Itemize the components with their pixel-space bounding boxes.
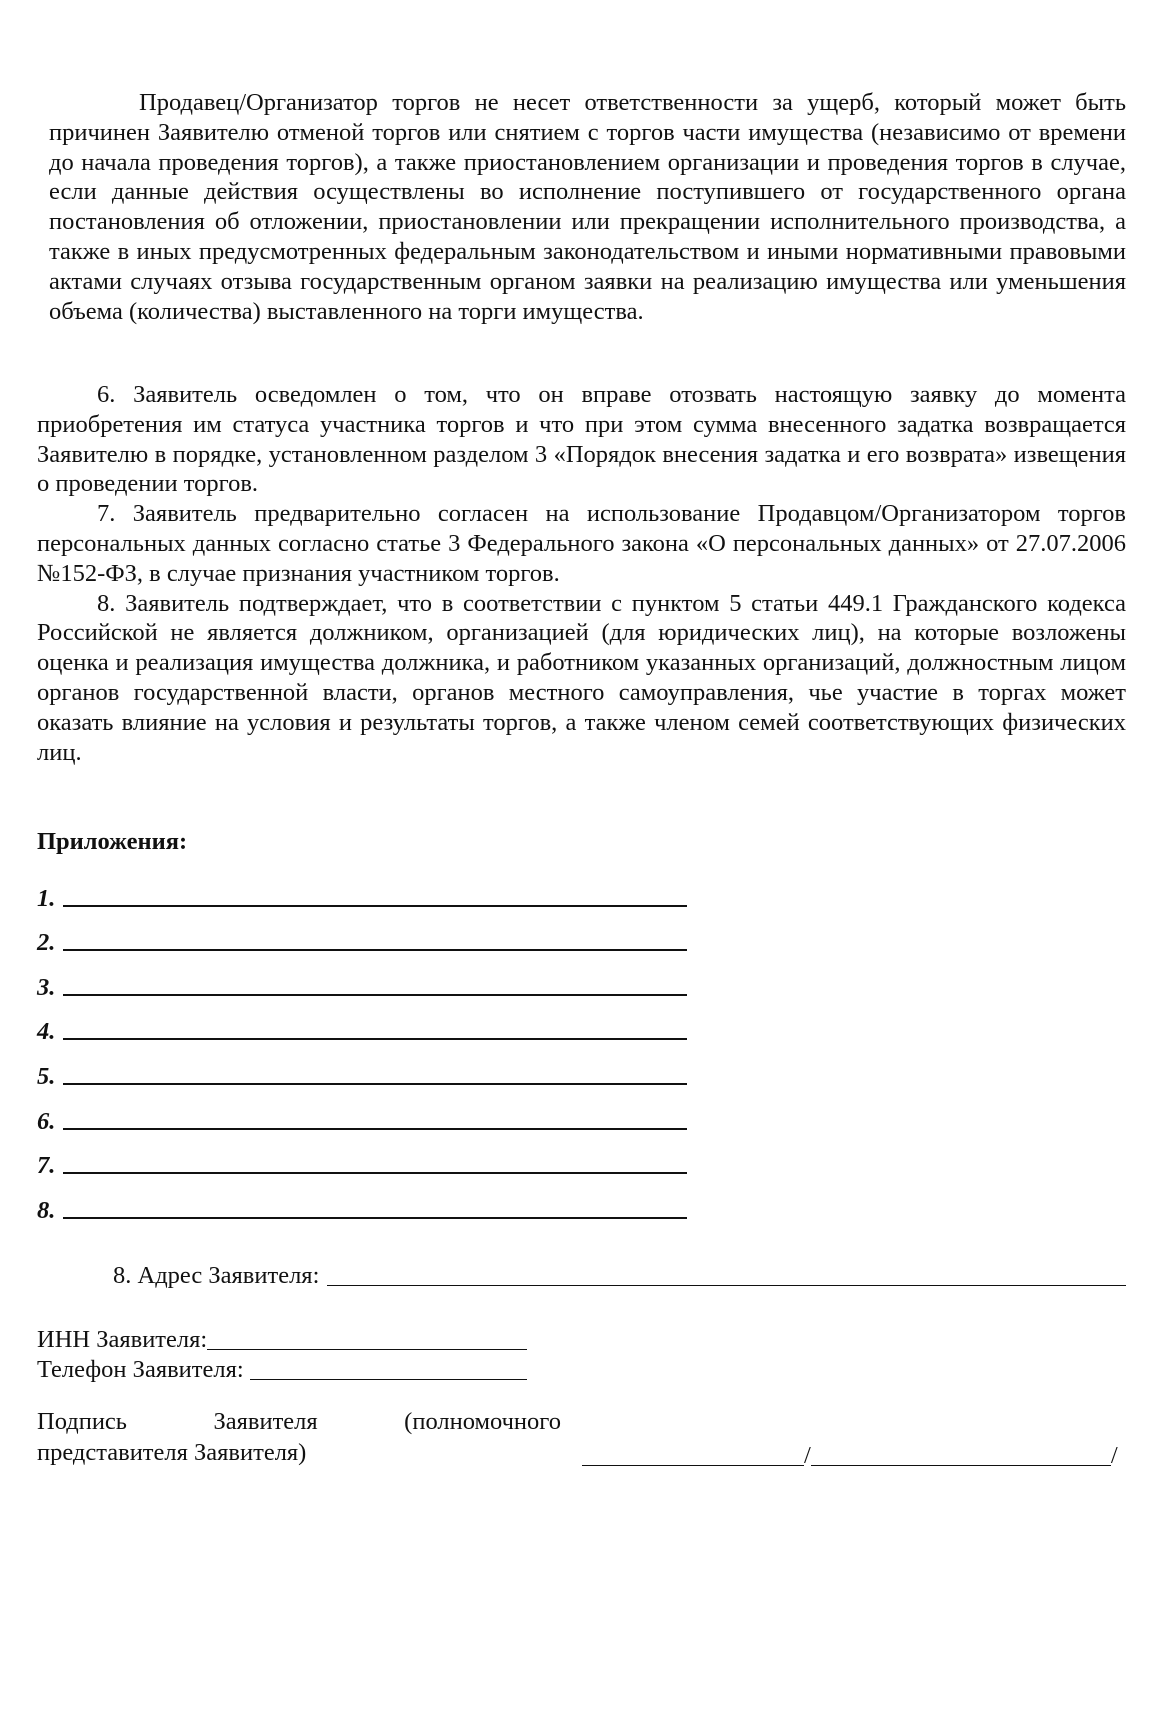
inn-blank-line[interactable]	[207, 1349, 527, 1350]
intro-block	[49, 88, 1126, 326]
attachment-blank-line[interactable]	[63, 994, 687, 996]
attachment-number: 2.	[37, 929, 56, 957]
signature-word-2: Заявителя	[213, 1408, 318, 1435]
attachments-title: Приложения:	[37, 828, 188, 855]
attachment-blank-line[interactable]	[63, 1083, 687, 1085]
signature-fields	[582, 1442, 1122, 1470]
attachment-number: 8.	[37, 1196, 56, 1224]
attachment-number: 5.	[37, 1062, 56, 1090]
attachment-blank-line[interactable]	[63, 905, 687, 907]
attachment-blank-line[interactable]	[63, 1217, 687, 1219]
attachment-item	[37, 1091, 687, 1136]
signature-word-3: (полномочного	[404, 1408, 561, 1435]
attachment-blank-line[interactable]	[63, 949, 687, 951]
attachments-list	[37, 868, 687, 1225]
address-blank-line[interactable]	[327, 1285, 1126, 1286]
attachment-item	[37, 1002, 687, 1047]
attachment-number: 7.	[37, 1152, 56, 1180]
phone-blank-line[interactable]	[250, 1379, 527, 1380]
attachment-item	[37, 913, 687, 958]
address-row	[113, 1262, 1126, 1290]
signature-name-blank-line[interactable]	[811, 1465, 1111, 1466]
attachment-number: 3.	[37, 973, 56, 1001]
signature-label-line1	[37, 1406, 561, 1437]
paragraph-7: 7. Заявитель предварительно согласен на использование Продавцом/Организатором торгов персональных данных согласно статье 3 Федерального закона «О персональных данных» от 27.07.2006 №152-ФЗ, в случае признания участником торгов.	[37, 500, 1126, 587]
attachment-blank-line[interactable]	[63, 1038, 687, 1040]
inn-row	[37, 1326, 527, 1354]
attachment-item	[37, 1180, 687, 1225]
signature-word-1: Подпись	[37, 1408, 127, 1435]
attachment-blank-line[interactable]	[63, 1128, 687, 1130]
phone-row	[37, 1356, 527, 1384]
paragraph-intro: Продавец/Организатор торгов не несет ответственности за ущерб, который может быть причинен Заявителю отменой торгов или снятием с торгов части имущества (независимо от времени до начала проведения торгов), а также приостановлением организации и проведения торгов в случае, если данные действия осуществлены во исполнение поступившего от государственного органа постановления об отложении, приостановлении или прекращении исполнительного производства, а также в иных предусмотренных федеральным законодательством и иными нормативными правовыми актами случаях отзыва государственным органом заявки на реализацию имущества или уменьшения объема (количества) выставленного на торги имущества.	[49, 89, 1126, 325]
attachment-item	[37, 1136, 687, 1181]
inn-label: ИНН Заявителя:	[37, 1326, 208, 1353]
signature-label	[37, 1406, 561, 1468]
address-label: 8. Адрес Заявителя:	[113, 1262, 320, 1289]
attachment-number: 6.	[37, 1107, 56, 1135]
signature-slash: /	[804, 1442, 811, 1469]
signature-slash-end: /	[1110, 1442, 1118, 1469]
paragraph-8: 8. Заявитель подтверждает, что в соответствии с пунктом 5 статьи 449.1 Гражданского кодекса Российской не является должником, организацией (для юридических лиц), на которые возложены оценка и реализация имущества должника, и работником указанных организаций, должностным лицом органов государственной власти, органов местного самоуправления, чье участие в торгах может оказать влияние на условия и результаты торгов, а также членом семей соответствующих физических лиц.	[37, 589, 1126, 766]
attachment-item	[37, 957, 687, 1002]
signature-label-line2: представителя Заявителя)	[37, 1439, 307, 1466]
signature-blank-line[interactable]	[582, 1465, 804, 1466]
numbered-clauses	[37, 380, 1126, 767]
attachment-blank-line[interactable]	[63, 1172, 687, 1174]
attachment-number: 4.	[37, 1018, 56, 1046]
phone-label: Телефон Заявителя:	[37, 1356, 244, 1383]
attachment-number: 1.	[37, 884, 56, 912]
attachment-item	[37, 868, 687, 913]
attachment-item	[37, 1046, 687, 1091]
paragraph-6: 6. Заявитель осведомлен о том, что он вправе отозвать настоящую заявку до момента приобретения им статуса участника торгов и что при этом сумма внесенного задатка возвращается Заявителю в порядке, установленном разделом 3 «Порядок внесения задатка и его возврата» извещения о проведении торгов.	[37, 381, 1126, 498]
